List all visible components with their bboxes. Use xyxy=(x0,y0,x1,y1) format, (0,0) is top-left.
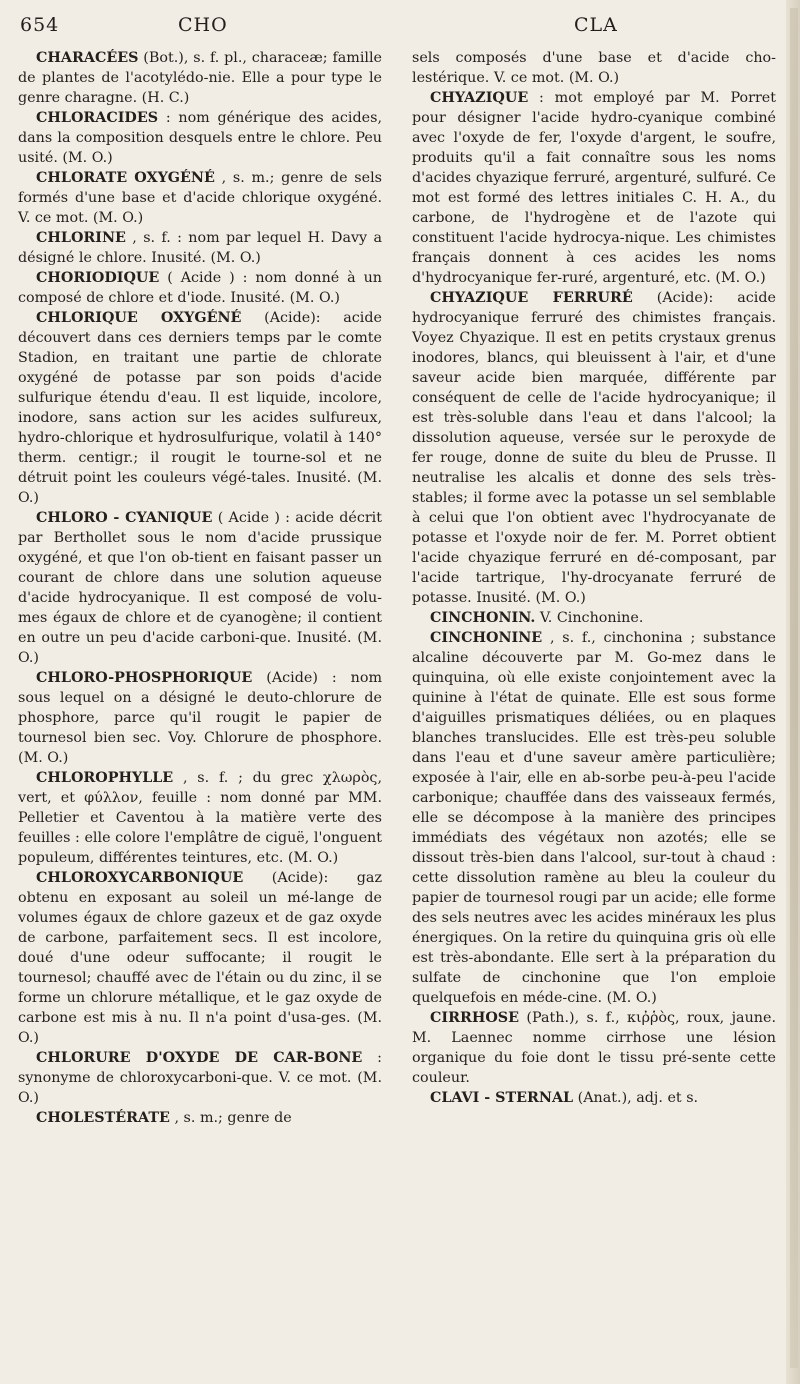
dictionary-entry xyxy=(412,628,776,1008)
dictionary-entry xyxy=(412,48,776,88)
dictionary-entry xyxy=(18,308,382,508)
entry-headword: CHLOROXYCARBONIQUE xyxy=(36,870,244,886)
entry-text: (Acide) : nom sous lequel on a désigné le deuto-chlorure de phosphore, parce qu'il rougit le papier de tournesol bien sec. Voy. Chlorure de phosphore. (M. O.) xyxy=(18,670,382,766)
entry-headword: CHARACÉES xyxy=(36,50,139,66)
dictionary-entry xyxy=(18,508,382,668)
left-column xyxy=(18,48,382,1128)
entry-text: : synonyme de chloroxycarboni-que. V. ce mot. (M. O.) xyxy=(18,1050,382,1106)
entry-headword: CLAVI - STERNAL xyxy=(430,1090,574,1106)
entry-headword: CHORIODIQUE xyxy=(36,270,160,286)
entry-headword: CHLOROPHYLLE xyxy=(36,770,174,786)
page-number: 654 xyxy=(20,14,60,36)
entry-headword: CHYAZIQUE FERRURÉ xyxy=(430,290,633,306)
entry-text: (Bot.), s. f. pl., characeæ; famille de plantes de l'acotylédo-nie. Elle a pour type le genre charagne. (H. C.) xyxy=(18,50,382,106)
entry-text: sels composés d'une base et d'acide cho-lestérique. V. ce mot. (M. O.) xyxy=(412,50,776,86)
dictionary-entry xyxy=(18,668,382,768)
dictionary-entry xyxy=(18,768,382,868)
dictionary-entry xyxy=(412,288,776,608)
page-edge xyxy=(786,0,800,1384)
entry-text: ( Acide ) : acide décrit par Berthollet sous le nom d'acide prussique oxygéné, et que l'on ob-tient en faisant passer un courant de chlore dans une solution aqueuse d'acide hydrocyanique. Il est composé de volu-mes égaux de chlore et de cyanogène; il contient en outre un peu d'acide carboni-que. Inusité. (M. O.) xyxy=(18,510,383,666)
dictionary-entry xyxy=(18,228,382,268)
right-column xyxy=(412,48,776,1108)
entry-headword: CHYAZIQUE xyxy=(430,90,529,106)
dictionary-entry xyxy=(18,1048,382,1108)
entry-text: : nom générique des acides, dans la composition desquels entre le chlore. Peu usité. (M. O.) xyxy=(18,110,382,166)
dictionary-entry xyxy=(18,108,382,168)
entry-headword: CIRRHOSE xyxy=(430,1010,520,1026)
entry-text: , s. f., cinchonina ; substance alcaline découverte par M. Go-mez dans le quinquina, où elle existe conjointement avec la quinine à l'état de quinate. Elle est sous forme d'aiguilles prismatiques déliées, ou en plaques blanches translucides. Elle est très-peu soluble dans l'eau et d'une saveur amère particulière; exposée à l'air, elle en ab-sorbe peu-à-peu l'acide carbonique; chauffée dans des vaisseaux fermés, elle se décompose à la manière des principes immédiats des végétaux non azotés; elle se dissout très-bien dans l'alcool, sur-tout à chaud : cette dissolution ramène au bleu la couleur du papier de tournesol rougi par un acide; elle forme des sels neutres avec les acides minéraux les plus énergiques. On la retire du quinquina gris où elle est très-abondante. Elle sert à la préparation du sulfate de cinchonine que l'on emploie quelquefois en méde-cine. (M. O.) xyxy=(412,630,776,1006)
entry-text: : mot employé par M. Porret pour désigner l'acide hydro-cyanique combiné avec l'oxyde de fer, l'oxyde d'argent, le soufre, produits qu'il a fait connaître sous les noms d'acides chyazique ferruré, argenturé, sulfuré. Ce mot est formé des lettres initiales C. H. A., du carbone, de l'hydrogène et de l'azote qui constituent l'acide hydrocya-nique. Les chimistes français donnent à ces acides les noms d'hydrocyanique fer-ruré, argenturé, etc. (M. O.) xyxy=(412,90,776,286)
entry-headword: CHLORINE xyxy=(36,230,126,246)
entry-text: , s. m.; genre de xyxy=(174,1110,292,1126)
entry-text: V. Cinchonine. xyxy=(539,610,644,626)
entry-text: ( Acide ) : nom donné à un composé de chlore et d'iode. Inusité. (M. O.) xyxy=(18,270,383,306)
dictionary-entry xyxy=(18,1108,382,1128)
entry-headword: CHLORURE D'OXYDE DE CAR-BONE xyxy=(36,1050,363,1066)
entry-headword: CINCHONIN. xyxy=(430,610,536,626)
dictionary-entry xyxy=(18,168,382,228)
entry-headword: CHLORIQUE OXYGÉNÉ xyxy=(36,310,242,326)
entry-text: , s. f. ; du grec χλωρὸς, vert, et φύλλον, feuille : nom donné par MM. Pelletier et Caventou à la matière verte des feuilles : elle colore l'emplâtre de ciguë, l'onguent populeum, différentes teintures, etc. (M. O.) xyxy=(18,770,382,866)
entry-text: , s. f. : nom par lequel H. Davy a désigné le chlore. Inusité. (M. O.) xyxy=(18,230,382,266)
running-title-center: CHO xyxy=(178,14,228,36)
dictionary-entry xyxy=(18,268,382,308)
entry-text: (Acide): acide découvert dans ces derniers temps par le comte Stadion, en traitant une partie de chlorate oxygéné de potasse par son poids d'acide sulfurique étendu d'eau. Il est liquide, incolore, inodore, sans action sur les acides sulfureux, hydro-chlorique et hydrosulfurique, volatil à 140° therm. centigr.; il rougit le tourne-sol et ne détruit point les couleurs végé-tales. Inusité. (M. O.) xyxy=(18,310,382,506)
entry-headword: CHLORO-PHOSPHORIQUE xyxy=(36,670,253,686)
dictionary-entry xyxy=(18,868,382,1048)
entry-text: (Path.), s. f., κιῤῥὸς, roux, jaune. M. Laennec nomme cirrhose une lésion organique du foie dont le tissu pré-sente cette couleur. xyxy=(412,1010,776,1086)
entry-text: , s. m.; genre de sels formés d'une base et d'acide chlorique oxygéné. V. ce mot. (M. O.) xyxy=(18,170,382,226)
dictionary-entry xyxy=(18,48,382,108)
running-title-right: CLA xyxy=(574,14,618,36)
entry-headword: CHLORO - CYANIQUE xyxy=(36,510,213,526)
entry-headword: CINCHONINE xyxy=(430,630,543,646)
dictionary-entry xyxy=(412,608,776,628)
entry-text: (Anat.), adj. et s. xyxy=(577,1090,699,1106)
dictionary-entry xyxy=(412,1088,776,1108)
entry-headword: CHLORATE OXYGÉNÉ xyxy=(36,170,215,186)
dictionary-entry xyxy=(412,88,776,288)
entry-headword: CHLORACIDES xyxy=(36,110,159,126)
binding-shadow xyxy=(790,8,798,1368)
entry-text: (Acide): gaz obtenu en exposant au soleil un mé-lange de volumes égaux de chlore gazeux et de gaz oxyde de carbone, parfaitement secs. Il est incolore, doué d'une odeur suffocante; il rougit le tournesol; chauffé avec de l'étain ou du zinc, il se forme un chlorure métallique, et le gaz oxyde de carbone est mis à nu. Il n'a point d'usa-ges. (M. O.) xyxy=(18,870,382,1046)
entry-headword: CHOLESTÉRATE xyxy=(36,1110,170,1126)
entry-text: (Acide): acide hydrocyanique ferruré des chimistes français. Voyez Chyazique. Il est en petits crystaux grenus inodores, blancs, qui bleuissent à l'air, et d'une saveur acide bien marquée, différente par conséquent de celle de l'acide hydrocyanique; il est très-soluble dans l'eau et dans l'alcool; la dissolution aqueuse, versée sur le peroxyde de fer rouge, donne de suite du bleu de Prusse. Il neutralise les alcalis et donne des sels très-stables; il forme avec la potasse un sel semblable à celui que l'on obtient avec l'hydrocyanate de potasse et l'oxyde noir de fer. M. Porret obtient l'acide chyazique ferruré en dé-composant, par l'acide tartrique, l'hy-drocyanate ferruré de potasse. Inusité. (M. O.) xyxy=(412,290,776,606)
dictionary-entry xyxy=(412,1008,776,1088)
